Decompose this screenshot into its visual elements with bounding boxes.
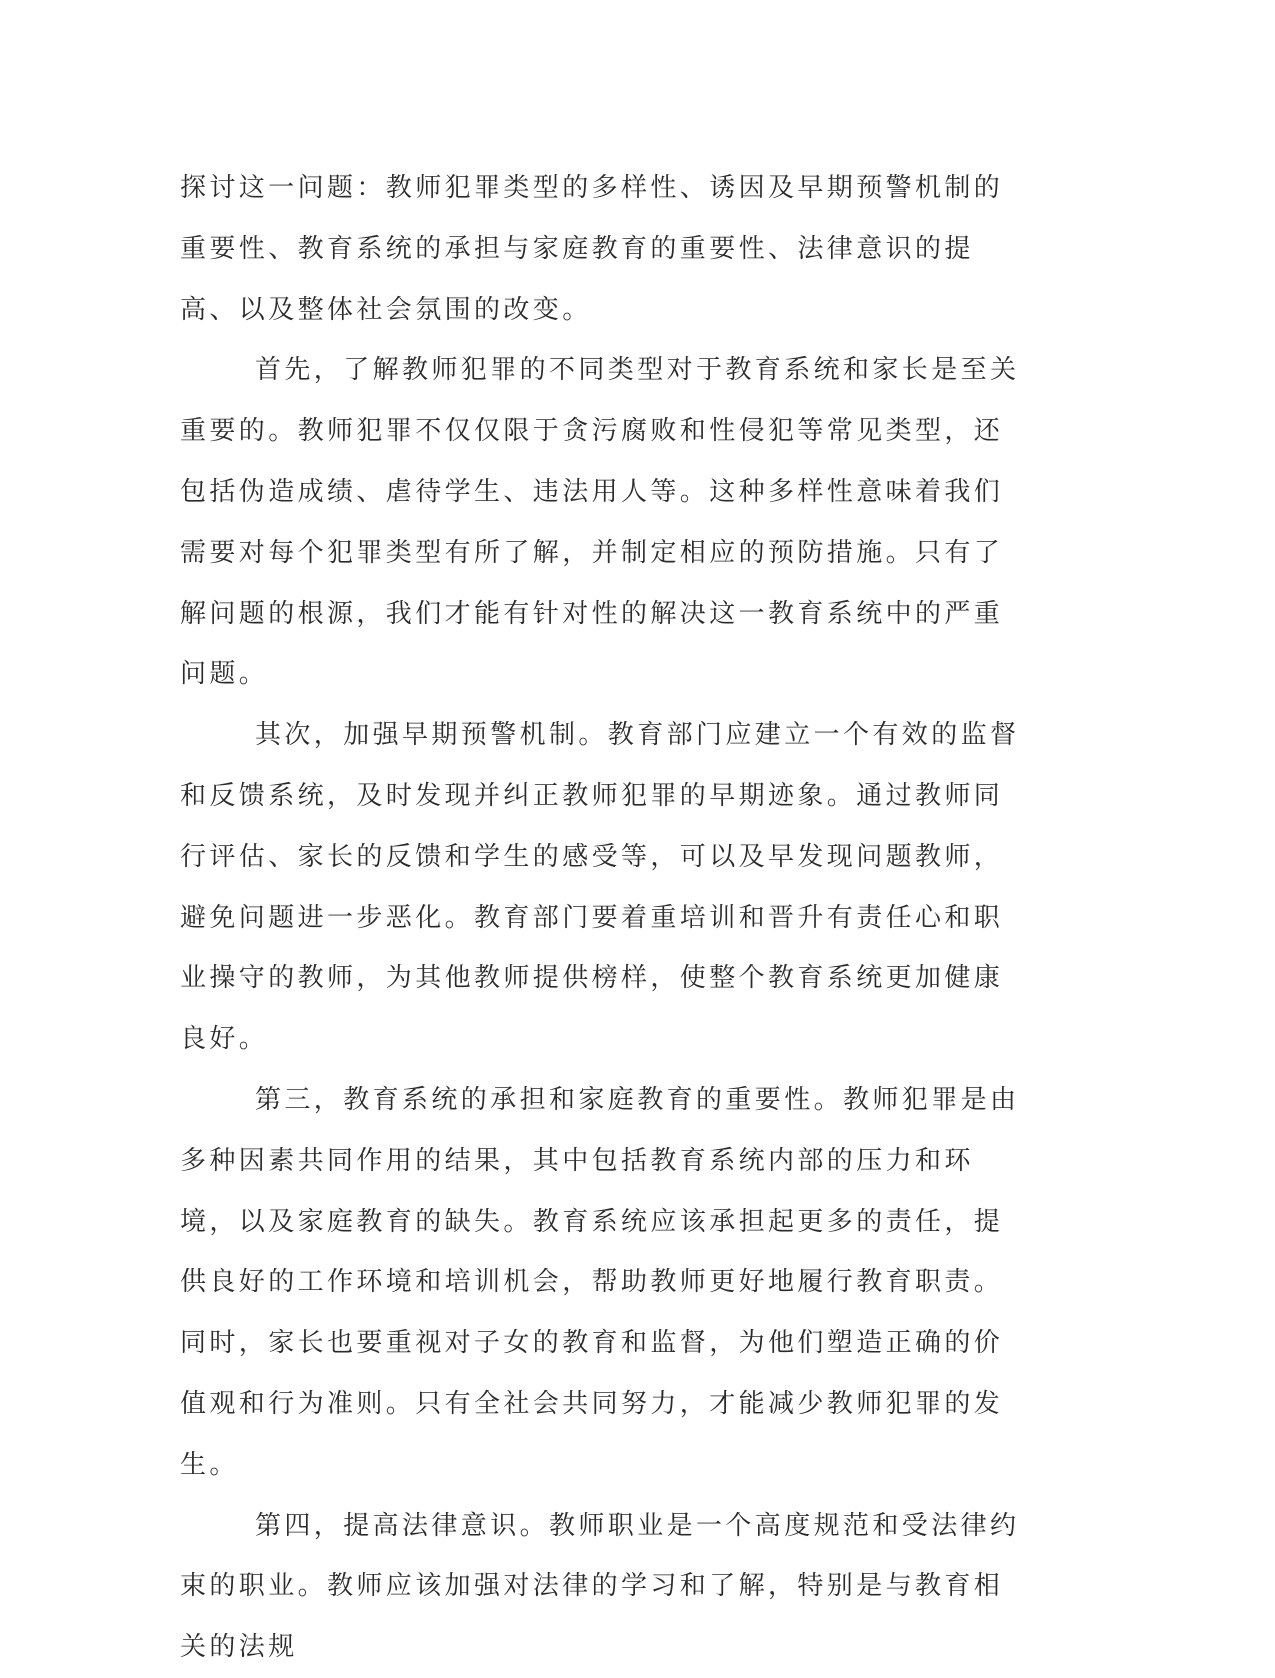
- paragraph-intro-continuation: 探讨这一问题：教师犯罪类型的多样性、诱因及早期预警机制的重要性、教育系统的承担与家庭教育的重要性、法律意识的提高、以及整体社会氛围的改变。: [180, 173, 1004, 325]
- document-body: [180, 158, 1030, 1678]
- paragraph-fourth-point: 第四，提高法律意识。教师职业是一个高度规范和受法律约束的职业。教师应该加强对法律的学习和了解，特别是与教育相关的法规: [180, 1510, 1020, 1663]
- paragraph-first-point: 首先，了解教师犯罪的不同类型对于教育系统和家长是至关重要的。教师犯罪不仅仅限于贪污腐败和性侵犯等常见类型，还包括伪造成绩、虐待学生、违法用人等。这种多样性意味着我们需要对每个犯罪类型有所了解，并制定相应的预防措施。只有了解问题的根源，我们才能有针对性的解决这一教育系统中的严重问题。: [180, 355, 1020, 690]
- paragraph-third-point: 第三，教育系统的承担和家庭教育的重要性。教师犯罪是由多种因素共同作用的结果，其中包括教育系统内部的压力和环境，以及家庭教育的缺失。教育系统应该承担起更多的责任，提供良好的工作环境和培训机会，帮助教师更好地履行教育职责。同时，家长也要重视对子女的教育和监督，为他们塑造正确的价值观和行为准则。只有全社会共同努力，才能减少教师犯罪的发生。: [180, 1084, 1020, 1480]
- paragraph-second-point: 其次，加强早期预警机制。教育部门应建立一个有效的监督和反馈系统，及时发现并纠正教师犯罪的早期迹象。通过教师同行评估、家长的反馈和学生的感受等，可以及早发现问题教师，避免问题进一步恶化。教育部门要着重培训和晋升有责任心和职业操守的教师，为其他教师提供榜样，使整个教育系统更加健康良好。: [180, 720, 1020, 1055]
